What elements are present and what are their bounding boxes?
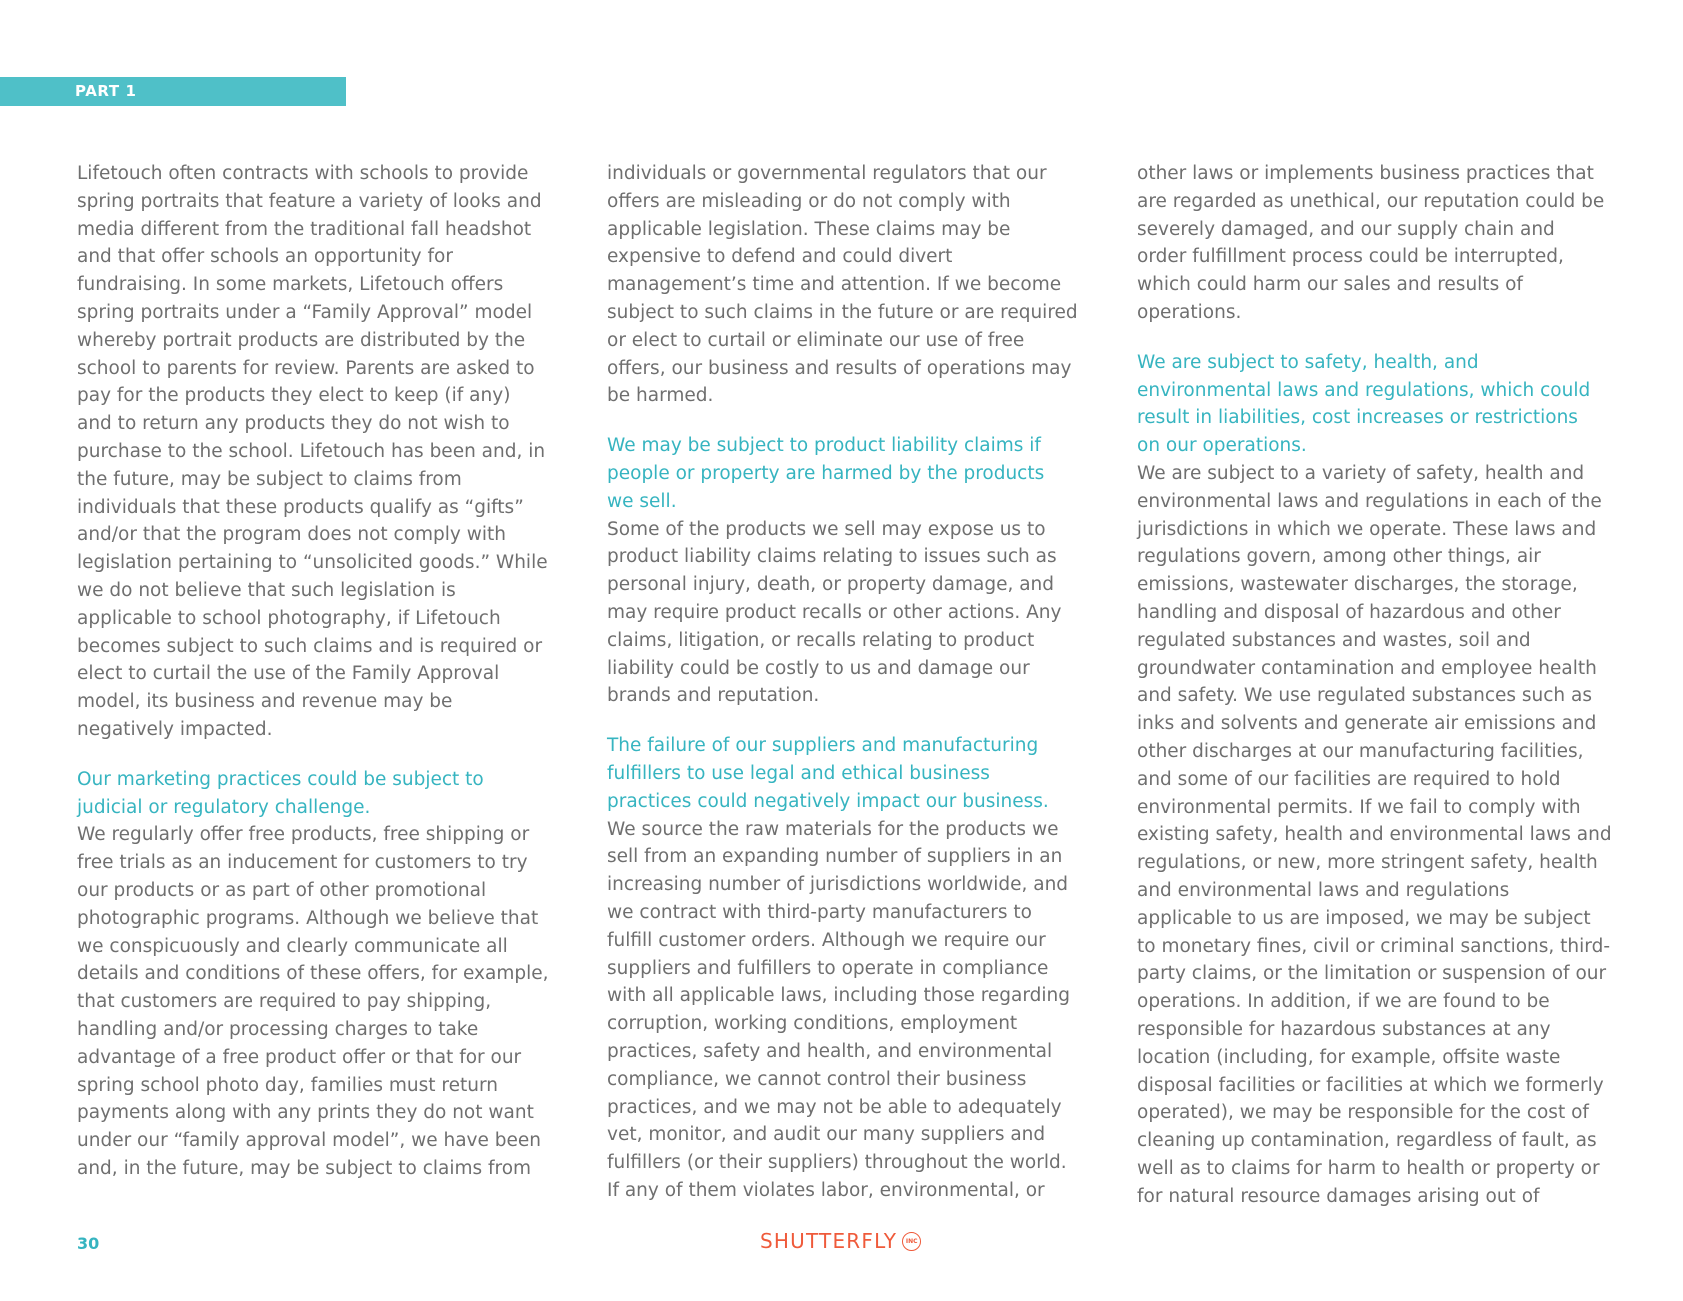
text-line: handling and disposal of hazardous and other bbox=[1137, 601, 1561, 623]
text-line: with all applicable laws, including those regarding bbox=[607, 985, 1071, 1007]
text-line: spring portraits that feature a variety of looks and bbox=[77, 190, 542, 212]
text-line: If any of them violates labor, environmental, or bbox=[607, 1179, 1045, 1201]
text-line: fundraising. In some markets, Lifetouch offers bbox=[77, 274, 504, 296]
text-line: and, in the future, may be subject to claims from bbox=[77, 1157, 532, 1179]
heading-line: fulfillers to use legal and ethical business bbox=[607, 762, 990, 784]
text-line: Lifetouch often contracts with schools to provide bbox=[77, 163, 529, 184]
text-line: individuals or governmental regulators that our bbox=[607, 163, 1047, 184]
body-paragraph bbox=[1137, 460, 1627, 1211]
text-line: party claims, or the limitation or suspension of our bbox=[1137, 963, 1607, 985]
heading-line: practices could negatively impact our business. bbox=[607, 790, 1049, 812]
text-line: photographic programs. Although we believe that bbox=[77, 907, 539, 929]
text-line: operated), we may be responsible for the cost of bbox=[1137, 1102, 1589, 1124]
logo-inc-badge: INC bbox=[902, 1232, 921, 1251]
section-heading bbox=[77, 766, 567, 822]
text-line: location (including, for example, offsite waste bbox=[1137, 1046, 1561, 1068]
text-line: free trials as an inducement for customers to try bbox=[77, 852, 528, 874]
text-line: payments along with any prints they do not want bbox=[77, 1102, 534, 1124]
text-line: and safety. We use regulated substances such as bbox=[1137, 685, 1593, 707]
text-line: and that offer schools an opportunity for bbox=[77, 246, 453, 268]
heading-line: people or property are harmed by the products bbox=[607, 462, 1045, 484]
text-line: operations. In addition, if we are found to be bbox=[1137, 991, 1550, 1013]
text-line: sell from an expanding number of suppliers in an bbox=[607, 846, 1063, 868]
section-heading bbox=[607, 732, 1097, 815]
text-line: severely damaged, and our supply chain and bbox=[1137, 218, 1555, 240]
text-line: offers are misleading or do not comply with bbox=[607, 190, 1011, 212]
paragraph-gap bbox=[607, 710, 1097, 732]
text-line: increasing number of jurisdictions worldwide, and bbox=[607, 874, 1069, 896]
text-line: spring portraits under a “Family Approval” model bbox=[77, 301, 533, 323]
text-line: purchase to the school. Lifetouch has been and, in bbox=[77, 440, 546, 462]
text-line: management’s time and attention. If we become bbox=[607, 274, 1062, 296]
shutterfly-logo bbox=[760, 1229, 921, 1253]
text-line: offers, our business and results of operations may bbox=[607, 357, 1072, 379]
heading-line: environmental laws and regulations, which could bbox=[1137, 379, 1591, 401]
text-line: order fulfillment process could be interrupted, bbox=[1137, 246, 1564, 268]
text-line: our products or as part of other promotional bbox=[77, 879, 487, 901]
text-line: existing safety, health and environmental laws and bbox=[1137, 824, 1612, 846]
text-line: or elect to curtail or eliminate our use of free bbox=[607, 329, 1025, 351]
text-line: applicable to us are imposed, we may be subject bbox=[1137, 907, 1591, 929]
text-line: well as to claims for harm to health or property or bbox=[1137, 1157, 1600, 1179]
text-line: be harmed. bbox=[607, 385, 714, 407]
heading-line: Our marketing practices could be subject to bbox=[77, 768, 484, 790]
text-line: that customers are required to pay shipping, bbox=[77, 991, 492, 1013]
text-line: regulations govern, among other things, air bbox=[1137, 546, 1541, 568]
text-line: to monetary fines, civil or criminal sanctions, third- bbox=[1137, 935, 1610, 957]
text-line: pay for the products they elect to keep (if any) bbox=[77, 385, 511, 407]
text-line: compliance, we cannot control their business bbox=[607, 1068, 1027, 1090]
paragraph-gap bbox=[1137, 327, 1627, 349]
heading-line: We may be subject to product liability claims if bbox=[607, 435, 1041, 457]
text-line: operations. bbox=[1137, 301, 1242, 323]
text-column-2 bbox=[607, 160, 1097, 1205]
body-paragraph bbox=[77, 821, 567, 1182]
heading-line: we sell. bbox=[607, 490, 677, 512]
text-line: we contract with third-party manufacturers to bbox=[607, 901, 1032, 923]
text-line: other laws or implements business practices that bbox=[1137, 163, 1594, 184]
heading-line: We are subject to safety, health, and bbox=[1137, 351, 1479, 373]
text-line: fulfillers (or their suppliers) throughout the world. bbox=[607, 1152, 1067, 1174]
heading-line: judicial or regulatory challenge. bbox=[77, 796, 371, 818]
body-paragraph bbox=[77, 160, 567, 744]
part-label: PART 1 bbox=[75, 82, 137, 100]
text-line: school to parents for review. Parents are asked to bbox=[77, 357, 535, 379]
heading-line: result in liabilities, cost increases or restrictions bbox=[1137, 407, 1578, 429]
text-line: we conspicuously and clearly communicate all bbox=[77, 935, 508, 957]
text-line: whereby portrait products are distributed by the bbox=[77, 329, 526, 351]
text-line: claims, litigation, or recalls relating to product bbox=[607, 629, 1035, 651]
text-line: legislation pertaining to “unsolicited goods.” While bbox=[77, 552, 548, 574]
text-line: environmental permits. If we fail to comply with bbox=[1137, 796, 1581, 818]
text-line: We regularly offer free products, free shipping or bbox=[77, 824, 530, 846]
text-line: individuals that these products qualify as “gifts” bbox=[77, 496, 524, 518]
text-line: media different from the traditional fall headshot bbox=[77, 218, 532, 240]
heading-line: The failure of our suppliers and manufacturing bbox=[607, 735, 1039, 757]
text-line: under our “family approval model”, we have been bbox=[77, 1130, 541, 1152]
text-line: becomes subject to such claims and is required or bbox=[77, 635, 543, 657]
text-line: and/or that the program does not comply with bbox=[77, 524, 506, 546]
text-line: applicable legislation. These claims may be bbox=[607, 218, 1011, 240]
body-paragraph bbox=[607, 160, 1097, 410]
body-paragraph bbox=[607, 816, 1097, 1205]
text-line: vet, monitor, and audit our many suppliers and bbox=[607, 1124, 1046, 1146]
text-line: emissions, wastewater discharges, the storage, bbox=[1137, 574, 1578, 596]
body-paragraph bbox=[1137, 160, 1627, 327]
text-line: are regarded as unethical, our reputation could be bbox=[1137, 190, 1605, 212]
text-line: may require product recalls or other actions. Any bbox=[607, 601, 1062, 623]
text-line: liability could be costly to us and damage our bbox=[607, 657, 1030, 679]
part-label-tab bbox=[0, 77, 346, 106]
text-line: regulated substances and wastes, soil and bbox=[1137, 629, 1531, 651]
section-heading bbox=[1137, 349, 1627, 460]
text-line: corruption, working conditions, employment bbox=[607, 1013, 1018, 1035]
text-line: model, its business and revenue may be bbox=[77, 691, 453, 713]
text-line: We are subject to a variety of safety, health and bbox=[1137, 462, 1585, 484]
text-line: spring school photo day, families must return bbox=[77, 1074, 498, 1096]
paragraph-gap bbox=[77, 744, 567, 766]
text-line: expensive to defend and could divert bbox=[607, 246, 953, 268]
text-line: elect to curtail the use of the Family Approval bbox=[77, 663, 500, 685]
text-line: practices, and we may not be able to adequately bbox=[607, 1096, 1062, 1118]
text-column-3 bbox=[1137, 160, 1627, 1210]
text-line: subject to such claims in the future or are required bbox=[607, 301, 1078, 323]
heading-line: on our operations. bbox=[1137, 435, 1307, 457]
text-line: Some of the products we sell may expose us to bbox=[607, 518, 1046, 540]
section-heading bbox=[607, 432, 1097, 515]
text-line: advantage of a free product offer or that for our bbox=[77, 1046, 522, 1068]
logo-wordmark: SHUTTERFLY bbox=[760, 1229, 898, 1253]
text-line: responsible for hazardous substances at any bbox=[1137, 1018, 1551, 1040]
text-line: personal injury, death, or property damage, and bbox=[607, 574, 1055, 596]
text-line: practices, safety and health, and environmental bbox=[607, 1040, 1053, 1062]
text-line: brands and reputation. bbox=[607, 685, 820, 707]
text-line: for natural resource damages arising out of bbox=[1137, 1185, 1540, 1207]
text-line: which could harm our sales and results of bbox=[1137, 274, 1523, 296]
text-line: jurisdictions in which we operate. These laws and bbox=[1137, 518, 1597, 540]
text-line: cleaning up contamination, regardless of fault, as bbox=[1137, 1130, 1597, 1152]
text-line: the future, may be subject to claims from bbox=[77, 468, 462, 490]
text-line: suppliers and fulfillers to operate in compliance bbox=[607, 957, 1049, 979]
text-line: environmental laws and regulations in each of the bbox=[1137, 490, 1602, 512]
text-line: handling and/or processing charges to take bbox=[77, 1018, 479, 1040]
text-line: fulfill customer orders. Although we require our bbox=[607, 929, 1046, 951]
text-line: negatively impacted. bbox=[77, 718, 273, 740]
text-line: product liability claims relating to issues such as bbox=[607, 546, 1057, 568]
text-line: other discharges at our manufacturing facilities, bbox=[1137, 740, 1584, 762]
text-line: and to return any products they do not wish to bbox=[77, 413, 510, 435]
text-line: details and conditions of these offers, for example, bbox=[77, 963, 549, 985]
text-line: we do not believe that such legislation is bbox=[77, 579, 456, 601]
text-line: and some of our facilities are required to hold bbox=[1137, 768, 1561, 790]
text-line: and environmental laws and regulations bbox=[1137, 879, 1510, 901]
body-paragraph bbox=[607, 516, 1097, 711]
text-line: We source the raw materials for the products we bbox=[607, 818, 1059, 840]
page-number: 30 bbox=[77, 1234, 100, 1253]
text-column-1 bbox=[77, 160, 567, 1183]
text-line: disposal facilities or facilities at which we formerly bbox=[1137, 1074, 1604, 1096]
text-line: groundwater contamination and employee health bbox=[1137, 657, 1597, 679]
paragraph-gap bbox=[607, 410, 1097, 432]
text-line: applicable to school photography, if Lifetouch bbox=[77, 607, 501, 629]
text-line: inks and solvents and generate air emissions and bbox=[1137, 713, 1597, 735]
text-line: regulations, or new, more stringent safety, health bbox=[1137, 852, 1598, 874]
